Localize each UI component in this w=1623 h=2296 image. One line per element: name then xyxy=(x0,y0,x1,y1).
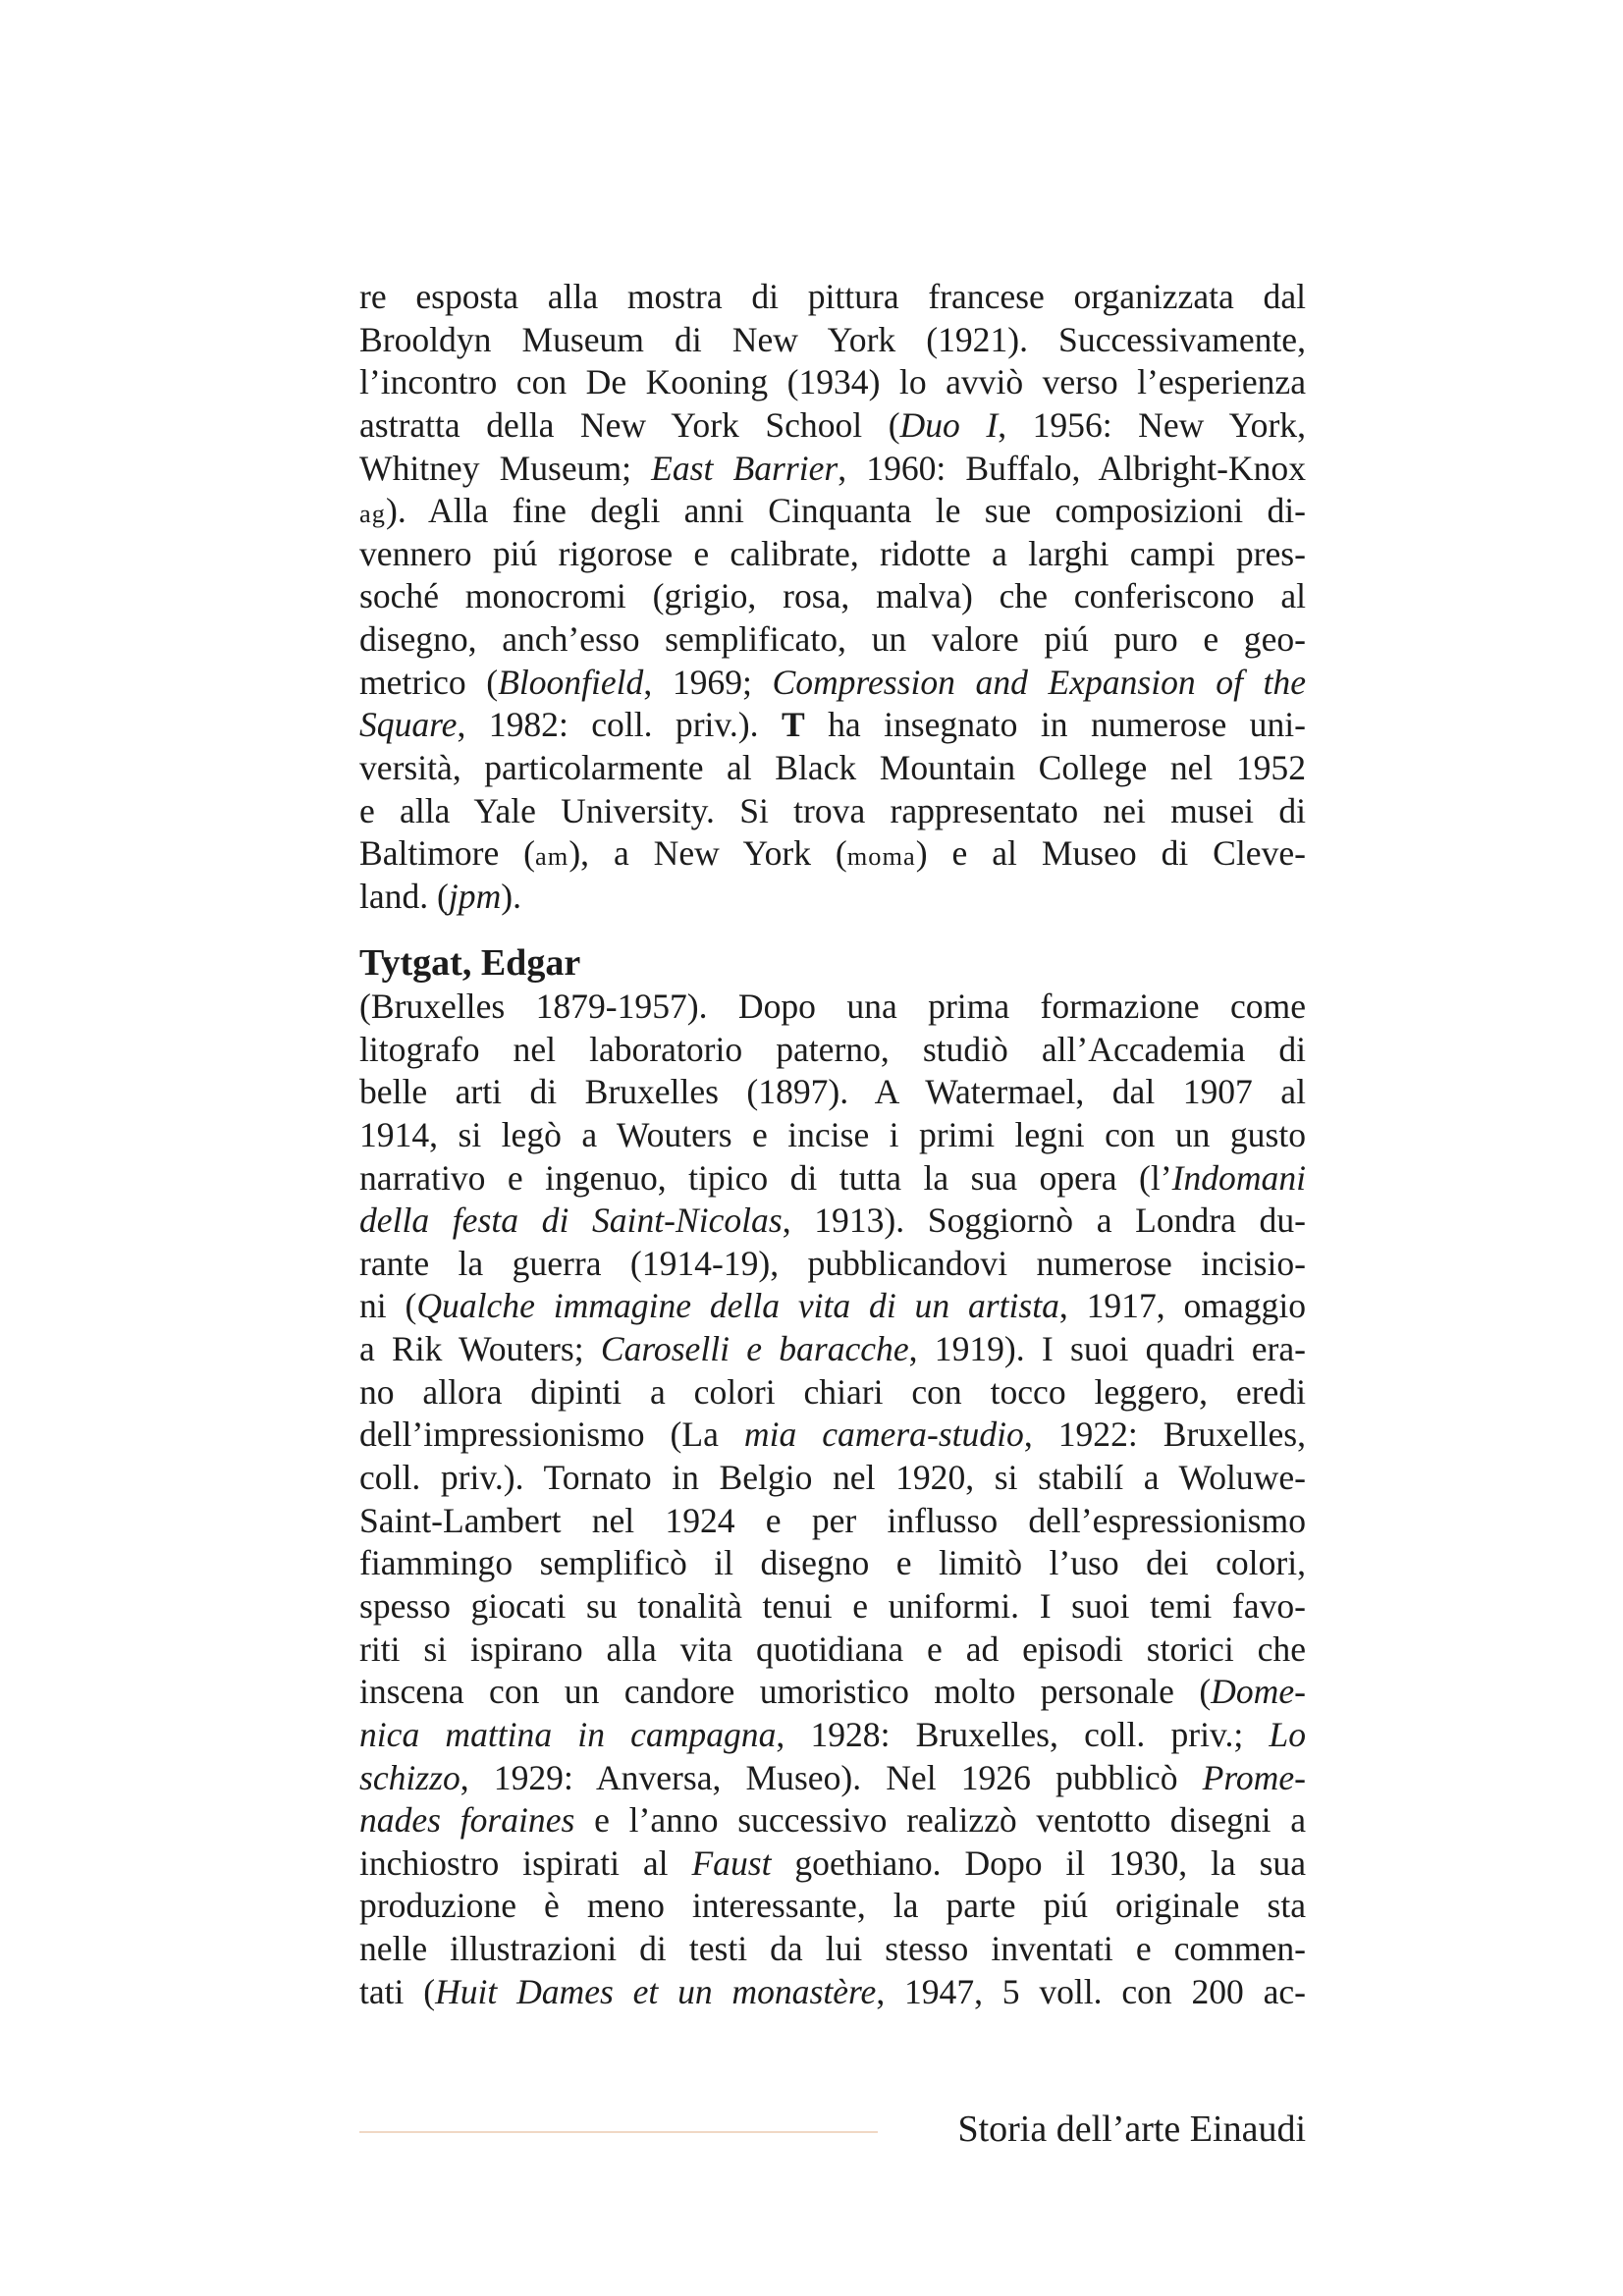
text-line xyxy=(359,1457,1306,1500)
text-run: Baltimore ( xyxy=(359,833,536,874)
italic-run: jpm xyxy=(448,876,502,916)
text-run: ). xyxy=(501,876,522,916)
text-run: ). Alla fine degli anni Cinquanta le sue composizioni di- xyxy=(385,491,1306,531)
text-line xyxy=(359,1714,1306,1757)
text-run: , 1982: coll. priv.). xyxy=(457,705,782,745)
italic-run: Caroselli e baracche xyxy=(600,1329,909,1369)
text-run: (Bruxelles 1879-1957). Dopo una prima formazione come xyxy=(359,987,1306,1026)
italic-run: Compression and Expansion of the xyxy=(772,662,1306,702)
text-run: Brooldyn Museum di New York (1921). Successivamente, xyxy=(359,319,1306,359)
text-run: soché monocromi (grigio, rosa, malva) che conferiscono al xyxy=(359,576,1306,616)
text-run: no allora dipinti a colori chiari con tocco leggero, eredi xyxy=(359,1371,1306,1412)
italic-run: nades foraines xyxy=(359,1800,575,1841)
text-run: , 1913). Soggiornò a Londra du- xyxy=(782,1201,1306,1241)
text-run: Whitney Museum; xyxy=(359,448,652,488)
text-line xyxy=(359,575,1306,618)
text-run: disegno, anch’esso semplificato, un valore piú puro e geo- xyxy=(359,619,1306,660)
text-run: litografo nel laboratorio paterno, studiò all’Accademia di xyxy=(359,1029,1306,1069)
text-run: 1914, si legò a Wouters e incise i primi legni con un gusto xyxy=(359,1114,1306,1154)
text-run: fiammingo semplificò il disegno e limitò l’uso dei colori, xyxy=(359,1543,1306,1583)
text-run: l’incontro con De Kooning (1934) lo avviò verso l’esperienza xyxy=(359,362,1306,402)
text-run: e alla Yale University. Si trova rappresentato nei musei di xyxy=(359,790,1306,830)
text-line xyxy=(359,1243,1306,1286)
text-run: ) e al Museo di Cleve- xyxy=(915,833,1306,874)
text-line xyxy=(359,790,1306,833)
text-run: produzione è meno interessante, la parte piú originale sta xyxy=(359,1886,1306,1926)
text-run: dell’impressionismo (La xyxy=(359,1415,744,1455)
text-run: re esposta alla mostra di pittura francese organizzata dal xyxy=(359,277,1306,316)
text-run: , 1960: Buffalo, Albright-Knox xyxy=(838,448,1306,488)
text-run: land. ( xyxy=(359,876,449,916)
text-line xyxy=(359,404,1306,448)
text-run: , 1928: Bruxelles, coll. priv.; xyxy=(776,1714,1270,1754)
text-line xyxy=(359,618,1306,662)
text-run: metrico ( xyxy=(359,662,499,702)
text-line xyxy=(359,533,1306,576)
footer-rule xyxy=(359,2131,878,2133)
text-run: ni ( xyxy=(359,1286,417,1326)
italic-run: schizzo xyxy=(359,1757,460,1797)
text-line xyxy=(359,662,1306,705)
text-run: versità, particolarmente al Black Mountain College nel 1952 xyxy=(359,748,1306,788)
text-line xyxy=(359,1285,1306,1328)
text-run: vennero piú rigorose e calibrate, ridotte a larghi campi pres- xyxy=(359,533,1306,573)
text-run: ), a New York ( xyxy=(568,833,847,874)
italic-run: Indomani xyxy=(1171,1157,1306,1198)
text-run: , 1956: New York, xyxy=(998,404,1306,445)
text-run: a Rik Wouters; xyxy=(359,1329,601,1369)
text-run: spesso giocati su tonalità tenui e uniformi. I suoi temi favo- xyxy=(359,1585,1306,1626)
text-run: tati ( xyxy=(359,1971,436,2011)
text-run: astratta della New York School ( xyxy=(359,404,900,445)
text-line xyxy=(359,1671,1306,1714)
text-line xyxy=(359,276,1306,319)
text-line xyxy=(359,1500,1306,1543)
text-run: coll. priv.). Tornato in Belgio nel 1920, si stabilí a Woluwe- xyxy=(359,1458,1306,1498)
text-run: goethiano. Dopo il 1930, la sua xyxy=(771,1842,1306,1883)
text-line xyxy=(359,1114,1306,1157)
text-line xyxy=(359,1328,1306,1371)
text-line xyxy=(359,1757,1306,1800)
italic-run: Huit Dames et un monastère xyxy=(435,1971,877,2011)
text-line xyxy=(359,1200,1306,1243)
text-run: , 1969; xyxy=(643,662,773,702)
text-line xyxy=(359,704,1306,747)
text-line xyxy=(359,1585,1306,1629)
text-line xyxy=(359,986,1306,1029)
text-run: inscena con un candore umoristico molto personale ( xyxy=(359,1672,1212,1712)
text-run: ha insegnato in numerose uni- xyxy=(804,705,1306,745)
text-line xyxy=(359,876,1306,919)
text-line xyxy=(359,1071,1306,1114)
text-line xyxy=(359,1029,1306,1072)
small-caps-run: am xyxy=(535,842,569,872)
small-caps-run: moma xyxy=(846,842,916,872)
italic-run: Prome- xyxy=(1202,1757,1306,1797)
text-run: , 1947, 5 voll. con 200 ac- xyxy=(876,1971,1306,2011)
text-line xyxy=(359,747,1306,790)
footer-title: Storia dell’arte Einaudi xyxy=(957,2109,1306,2150)
italic-run: Faust xyxy=(691,1842,772,1883)
italic-run: mia camera-studio xyxy=(743,1415,1024,1455)
text-line xyxy=(359,1928,1306,1971)
small-caps-run: ag xyxy=(359,500,386,529)
text-run: e l’anno successivo realizzò ventotto disegni a xyxy=(574,1800,1306,1841)
text-run: narrativo e ingenuo, tipico di tutta la sua opera (l’ xyxy=(359,1157,1172,1198)
text-line xyxy=(359,832,1306,876)
text-line xyxy=(359,1799,1306,1842)
text-run: , 1929: Anversa, Museo). Nel 1926 pubblicò xyxy=(460,1757,1203,1797)
entry-heading: Tytgat, Edgar xyxy=(359,942,581,984)
italic-run: Dome- xyxy=(1211,1672,1306,1712)
text-run: inchiostro ispirati al xyxy=(359,1842,692,1883)
text-line xyxy=(359,1542,1306,1585)
text-line xyxy=(359,1414,1306,1457)
text-line xyxy=(359,490,1306,533)
text-run: nelle illustrazioni di testi da lui stesso inventati e commen- xyxy=(359,1929,1306,1969)
italic-run: Bloonfield xyxy=(498,662,644,702)
text-run: rante la guerra (1914-19), pubblicandovi numerose incisio- xyxy=(359,1243,1306,1283)
text-line xyxy=(359,1629,1306,1672)
italic-run: nica mattina in campagna xyxy=(359,1714,777,1754)
italic-run: East Barrier xyxy=(651,448,839,488)
text-line xyxy=(359,361,1306,404)
text-run: riti si ispirano alla vita quotidiana e ad episodi storici che xyxy=(359,1629,1306,1669)
text-line xyxy=(359,319,1306,362)
entry-body xyxy=(359,986,1306,2013)
text-line xyxy=(359,1842,1306,1886)
italic-run: Qualche immagine della vita di un artista xyxy=(416,1286,1059,1326)
text-line xyxy=(359,1157,1306,1201)
text-line xyxy=(359,1971,1306,2014)
text-line xyxy=(359,1885,1306,1928)
text-run: Saint-Lambert nel 1924 e per influsso dell’espressionismo xyxy=(359,1500,1306,1540)
italic-run: Square xyxy=(359,705,458,745)
text-run: , 1917, omaggio xyxy=(1058,1286,1306,1326)
italic-run: Duo I xyxy=(899,404,999,445)
text-run: , 1919). I suoi quadri era- xyxy=(908,1329,1306,1369)
bold-run: T xyxy=(781,705,805,745)
italic-run: della festa di Saint-Nicolas xyxy=(359,1201,783,1241)
text-run: , 1922: Bruxelles, xyxy=(1023,1415,1306,1455)
text-run: belle arti di Bruxelles (1897). A Watermael, dal 1907 al xyxy=(359,1072,1306,1112)
italic-run: Lo xyxy=(1269,1714,1306,1754)
text-line xyxy=(359,1371,1306,1415)
text-line xyxy=(359,448,1306,491)
entry-continuation xyxy=(359,276,1306,919)
